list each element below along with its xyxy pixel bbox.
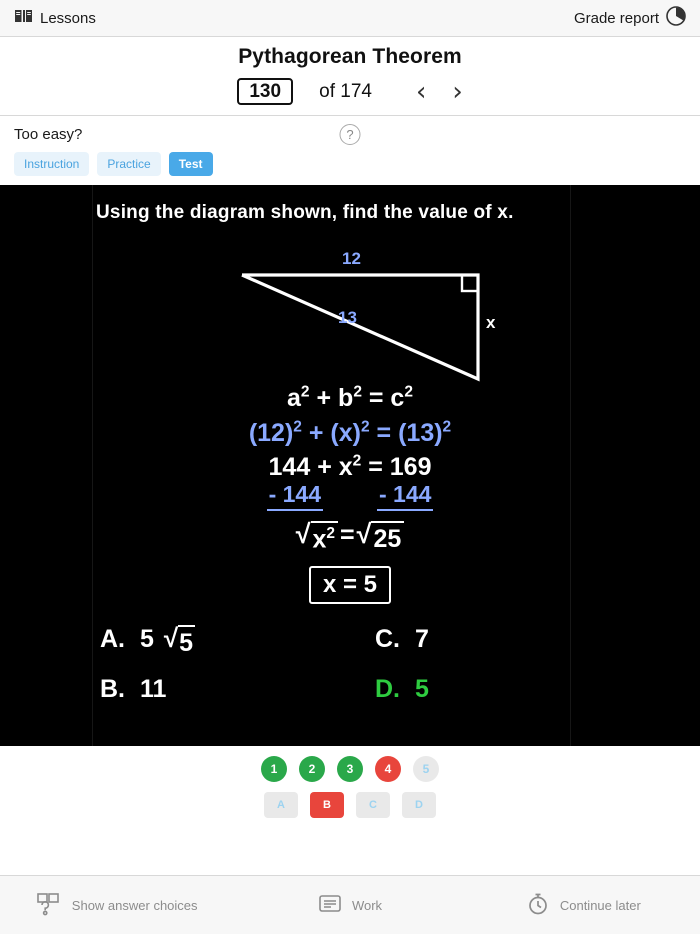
work-button[interactable] xyxy=(233,894,466,917)
choice-c-value: 7 xyxy=(414,625,429,653)
work-sqrt-row xyxy=(0,518,700,554)
blackboard xyxy=(0,185,700,746)
content-spacer xyxy=(0,818,700,875)
work-l2-mid: + (x) xyxy=(301,418,361,447)
page-total-label: of 174 xyxy=(319,80,372,102)
choice-c-letter: C. xyxy=(375,625,400,653)
progress-dot-2[interactable]: 2 xyxy=(299,756,325,782)
grade-report-button[interactable] xyxy=(574,6,686,31)
work-l1-sup2: 2 xyxy=(353,383,362,401)
question-text: Using the diagram shown, find the value of x. xyxy=(96,202,514,223)
sqrt-equals: = xyxy=(340,520,355,549)
choice-a-radicand: 5 xyxy=(178,625,195,658)
diagram-label-top: 12 xyxy=(342,249,361,268)
tab-test[interactable]: Test xyxy=(169,152,213,176)
page-arrows xyxy=(416,76,463,107)
choice-d[interactable] xyxy=(375,675,429,704)
tab-instruction[interactable]: Instruction xyxy=(14,152,89,176)
work-l1-a: a xyxy=(287,384,301,412)
chevron-right-icon[interactable]: › xyxy=(452,76,463,107)
work-subtraction-row xyxy=(0,481,700,511)
choice-d-letter: D. xyxy=(375,675,400,703)
final-answer-box: x = 5 xyxy=(309,566,391,604)
difficulty-row xyxy=(0,116,700,143)
difficulty-label[interactable]: Too easy? xyxy=(14,126,83,143)
chevron-left-icon[interactable]: ‹ xyxy=(416,76,427,107)
diagram-label-hypotenuse: 13 xyxy=(338,308,357,327)
work-l2-a: (12) xyxy=(248,418,294,447)
choice-b[interactable] xyxy=(100,675,166,704)
notepad-icon xyxy=(318,894,342,917)
work-line-2 xyxy=(0,416,700,451)
lessons-button[interactable] xyxy=(14,8,96,29)
stopwatch-icon xyxy=(526,892,550,919)
choice-d-value: 5 xyxy=(414,675,429,703)
work-l2-sup1: 2 xyxy=(293,418,302,436)
work-l3-sup: 2 xyxy=(352,452,362,470)
lessons-label: Lessons xyxy=(40,9,96,27)
work-l3-b: = 169 xyxy=(361,453,432,481)
radical-sign-icon-3: √ xyxy=(163,623,179,653)
work-l3-a: 144 + x xyxy=(268,453,353,481)
progress-dot-1[interactable]: 1 xyxy=(261,756,287,782)
progress-square-a[interactable]: A xyxy=(264,792,298,818)
radical-sign-icon-2: √ xyxy=(356,518,372,549)
book-icon xyxy=(14,8,33,29)
page-title: Pythagorean Theorem xyxy=(238,45,462,68)
work-l2-end: = (13) xyxy=(369,418,443,447)
mode-tabs xyxy=(0,143,700,185)
grade-report-label: Grade report xyxy=(573,9,659,27)
work-l1-eq: = c xyxy=(361,384,405,412)
sqrt-left-text: x xyxy=(312,524,327,553)
work-label: Work xyxy=(351,897,383,913)
triangle-diagram xyxy=(230,249,500,385)
worked-solution xyxy=(0,381,700,604)
choice-b-letter: B. xyxy=(100,675,125,703)
progress-square-c[interactable]: C xyxy=(356,792,390,818)
progress-tracker xyxy=(0,746,700,818)
choice-a-value: 5 xyxy=(139,625,154,653)
work-l2-sup2: 2 xyxy=(360,418,370,436)
sqrt-left-inner xyxy=(311,521,339,554)
work-l2-sup3: 2 xyxy=(442,418,452,436)
page-navigator xyxy=(0,78,700,116)
radical-sign-icon: √ xyxy=(295,518,311,549)
choice-a-radical xyxy=(164,625,195,658)
progress-dot-3[interactable]: 3 xyxy=(337,756,363,782)
work-l1-sup1: 2 xyxy=(300,383,310,401)
page-number-input[interactable]: 130 xyxy=(237,78,293,105)
progress-square-d[interactable]: D xyxy=(402,792,436,818)
work-l1-sup3: 2 xyxy=(404,383,413,401)
tab-practice[interactable]: Practice xyxy=(97,152,160,176)
top-bar xyxy=(0,0,700,37)
choice-a-letter: A. xyxy=(100,625,125,653)
diagram-label-x: x xyxy=(486,313,496,332)
work-line-1 xyxy=(0,381,700,416)
choice-c[interactable] xyxy=(375,625,429,654)
sqrt-left xyxy=(295,518,338,554)
progress-dot-4[interactable]: 4 xyxy=(375,756,401,782)
show-answer-choices-label: Show answer choices xyxy=(71,897,198,913)
work-line-3 xyxy=(0,450,700,485)
continue-later-button[interactable] xyxy=(467,892,700,919)
sqrt-right xyxy=(356,518,405,554)
progress-letter-row xyxy=(0,792,700,818)
answer-choices-icon xyxy=(36,892,62,919)
progress-square-b[interactable]: B xyxy=(310,792,344,818)
choice-a[interactable] xyxy=(100,625,195,658)
work-sub-left: - 144 xyxy=(267,481,323,511)
pie-chart-icon xyxy=(666,6,686,31)
work-sub-right: - 144 xyxy=(377,481,433,511)
choice-b-value: 11 xyxy=(139,675,167,703)
bottom-toolbar xyxy=(0,875,700,934)
continue-later-label: Continue later xyxy=(559,897,641,913)
lesson-header xyxy=(0,37,700,116)
sqrt-left-sup: 2 xyxy=(326,524,336,542)
question-mark-icon[interactable]: ? xyxy=(340,124,361,145)
progress-number-row xyxy=(0,756,700,782)
work-l1-plus: + b xyxy=(309,384,354,412)
show-answer-choices-button[interactable] xyxy=(0,892,233,919)
sqrt-right-inner: 25 xyxy=(371,521,404,554)
triangle-shape xyxy=(230,255,500,385)
progress-dot-5[interactable]: 5 xyxy=(413,756,439,782)
